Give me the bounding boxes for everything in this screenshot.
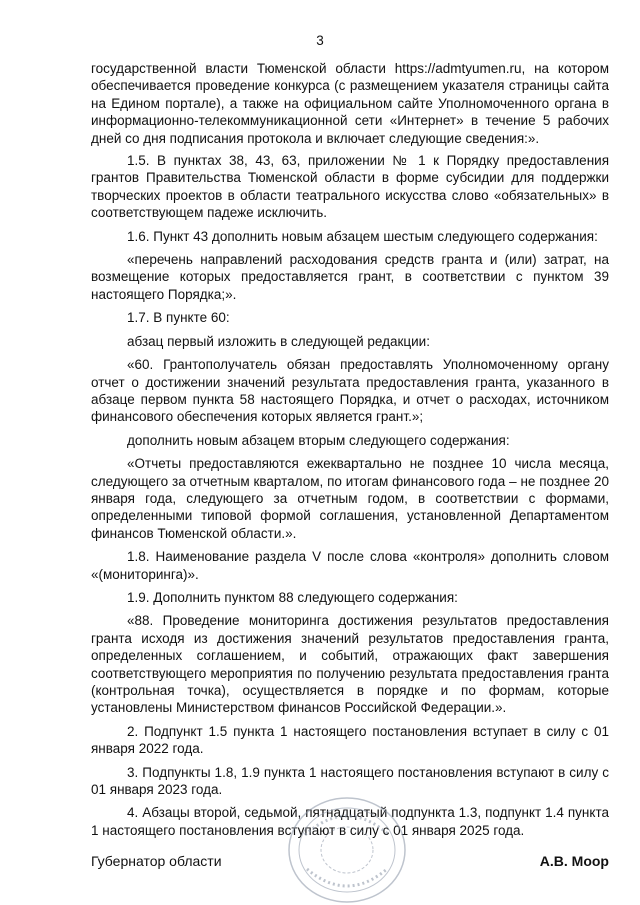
paragraph-4: 4. Абзацы второй, седьмой, пятнадцатый подпункта 1.3, подпункт 1.4 пункта 1 настоящего постановления вступают в силу с 01 января 2025 года. bbox=[91, 805, 609, 838]
paragraph-1-7: 1.7. В пункте 60: bbox=[127, 310, 230, 326]
paragraph-1-7-add: дополнить новым абзацем вторым следующего содержания: bbox=[127, 432, 510, 448]
paragraph-1-6: 1.6. Пункт 43 дополнить новым абзацем шестым следующего содержания: bbox=[127, 228, 598, 244]
paragraph-1-7-quote-reports: «Отчеты предоставляются ежеквартально не позднее 10 числа месяца, следующего за отчетным кварталом, по итогам финансового года – не позднее 20 января года, следующего за отчетным годом, в соответствии с формами, определенными типовой формой соглашения, установленной Департаментом финансов Тюменской области.». bbox=[91, 456, 609, 541]
paragraph-2: 2. Подпункт 1.5 пункта 1 настоящего постановления вступает в силу с 01 января 2022 года. bbox=[91, 723, 609, 757]
signatory-name: А.В. Моор bbox=[539, 853, 609, 869]
paragraph-1-6-quote: «перечень направлений расходования средств гранта и (или) затрат, на возмещение которых предоставляется грант, в соответствии с пунктом 39 настоящего Порядка;». bbox=[91, 252, 609, 302]
signature-block bbox=[91, 853, 609, 873]
signatory-title: Губернатор области bbox=[91, 853, 222, 869]
paragraph-3: 3. Подпункты 1.8, 1.9 пункта 1 настоящего постановления вступают в силу с 01 января 2023 года. bbox=[91, 764, 609, 798]
paragraph-1-9-quote-88: «88. Проведение мониторинга достижения результатов предоставления гранта исходя из достижения значений результатов предоставления гранта, определенных соглашением, и событий, отражающих факт завершения соответствующего мероприятия по получению результата предоставления гранта (контрольная точка), осуществляется в порядке и по формам, которые установлены Министерством финансов Российской Федерации.». bbox=[91, 613, 609, 716]
paragraph-1-5: 1.5. В пунктах 38, 43, 63, приложении № 1 к Порядку предоставления грантов Правительства Тюменской области в форме субсидии для поддержки творческих проектов в области театрального искусства слово «обязательных» в соответствующем падеже исключить. bbox=[91, 153, 609, 221]
paragraph-continuation: государственной власти Тюменской области https://admtyumen.ru, на котором обеспечивается проведение конкурса (с размещением указателя страницы сайта на Едином портале), а также на официальном сайте Уполномоченного органа в информационно-телекоммуникационной сети «Интернет» в течение 5 рабочих дней со дня подписания протокола и включает следующие сведения:». bbox=[91, 61, 609, 146]
paragraph-1-7-intro: абзац первый изложить в следующей редакции: bbox=[127, 333, 430, 349]
document-body bbox=[91, 60, 609, 845]
paragraph-1-7-quote-60: «60. Грантополучатель обязан предоставлять Уполномоченному органу отчет о достижении значений результата предоставления гранта, указанного в абзаце первом пункта 58 настоящего Порядка, и отчет о расходах, источником финансового обеспечения которых является грант.»; bbox=[91, 357, 609, 425]
paragraph-1-8: 1.8. Наименование раздела V после слова «контроля» дополнить словом «(мониторинга)». bbox=[91, 549, 609, 582]
paragraph-1-9: 1.9. Дополнить пунктом 88 следующего содержания: bbox=[127, 589, 458, 605]
official-seal-stamp bbox=[285, 795, 410, 905]
page-number: 3 bbox=[316, 33, 324, 48]
